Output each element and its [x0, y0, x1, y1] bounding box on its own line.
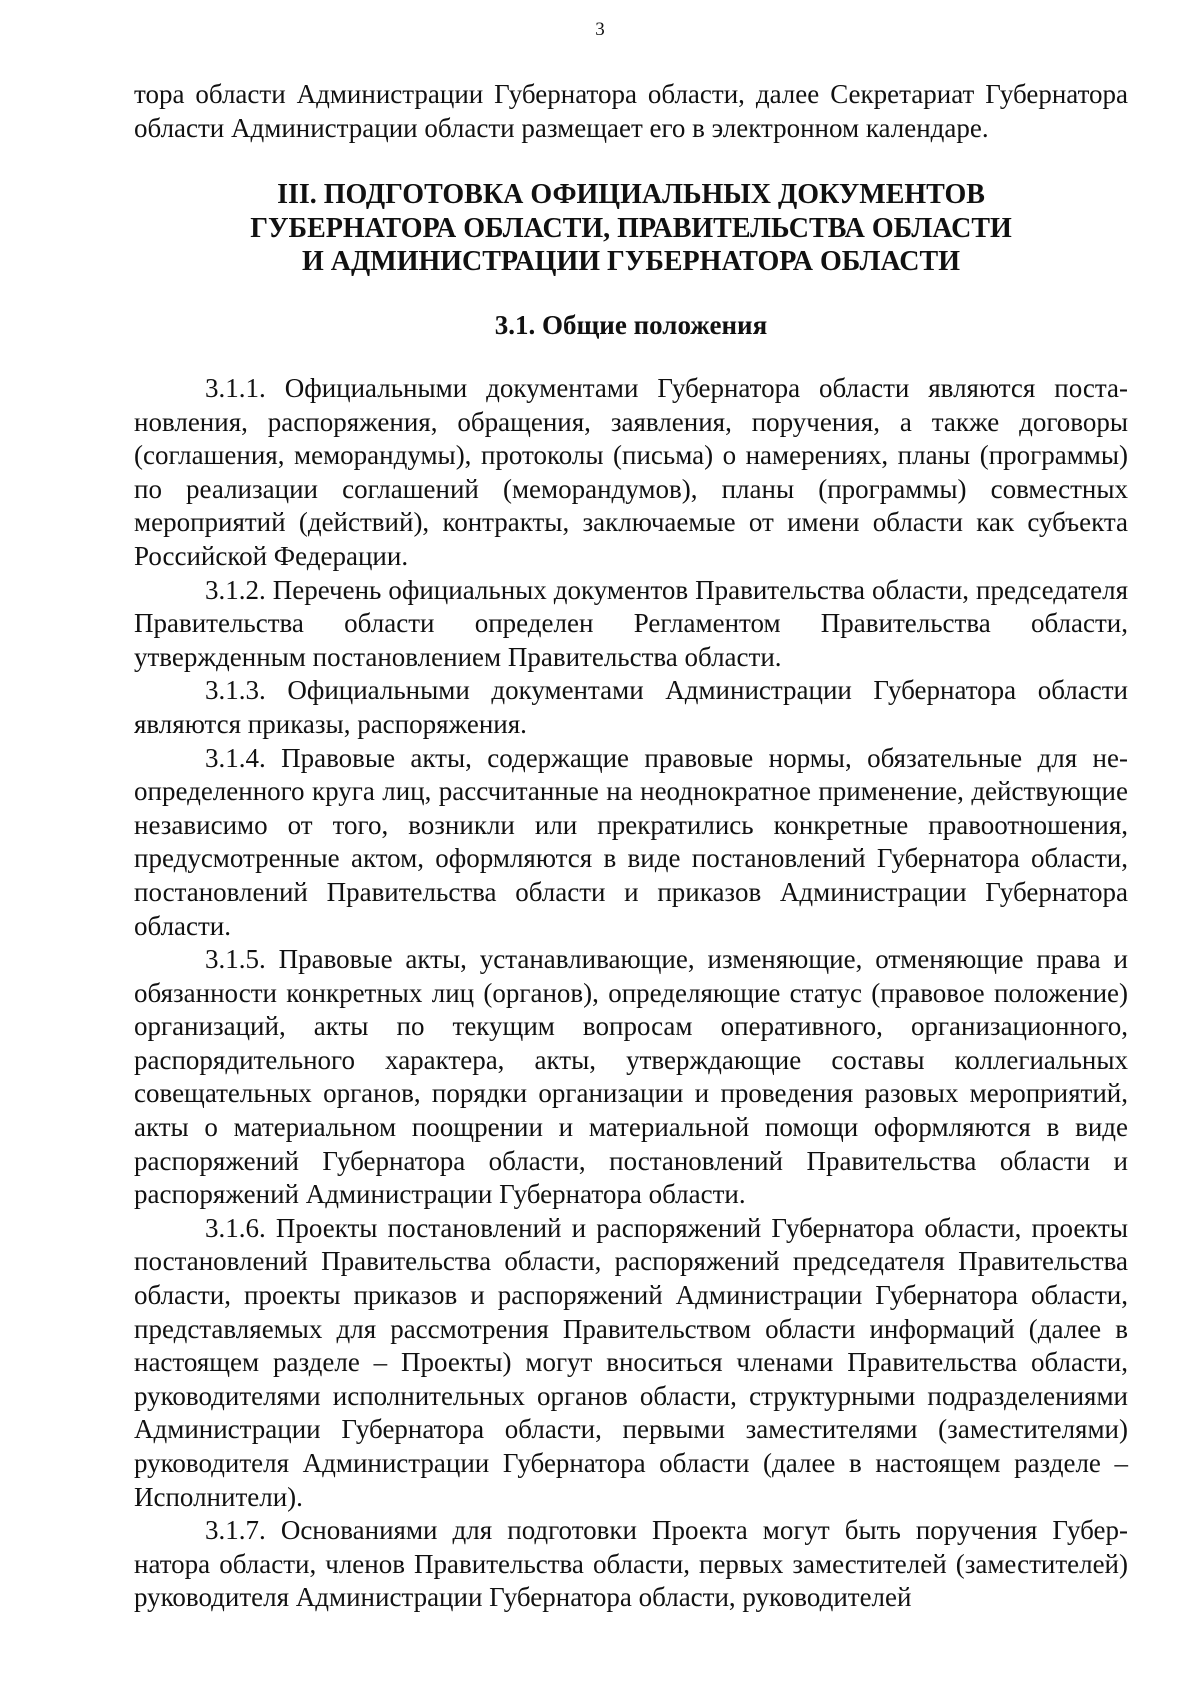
paragraph-3-1-3: 3.1.3. Официальными документами Администрации Губернатора области являются приказы, распоряжения. — [134, 675, 1128, 739]
paragraph-3-1-7: 3.1.7. Основаниями для подготовки Проекта могут быть поручения Губернатора области, членов Правительства области, первых заместителей (заместителей) руководителя Администрации Губернатора области, руководителей — [134, 1515, 1128, 1613]
section-heading-line: III. ПОДГОТОВКА ОФИЦИАЛЬНЫХ ДОКУМЕНТОВ — [277, 179, 985, 210]
paragraph-3-1-2: 3.1.2. Перечень официальных документов Правительства области, председателя Правительства области определен Регламентом Правительства области, утвержденным постановлением Правительства области. — [134, 574, 1128, 672]
paragraph-3-1-4: 3.1.4. Правовые акты, содержащие правовые нормы, обязательные для неопределенного круга лиц, рассчитанные на неоднократное применение, действующие независимо от того, возникли или прекратились конкретные правоотношения, предусмотренные актом, оформляются в виде постановлений Губернатора области, постановлений Правительства области и приказов Администрации Губернатора области. — [134, 742, 1128, 941]
section-heading-line: И АДМИНИСТРАЦИИ ГУБЕРНАТОРА ОБЛАСТИ — [302, 246, 960, 277]
paragraph-3-1-5: 3.1.5. Правовые акты, устанавливающие, изменяющие, отменяющие права и обязанности конкретных лиц (органов), определяющие статус (правовое положение) организаций, акты по текущим вопросам оперативного, организационного, распорядительного характера, акты, утверждающие составы коллегиальных совещательных органов, порядки организации и проведения разовых мероприятий, акты о материальном поощрении и материальной помощи оформляются в виде распоряжений Губернатора области, постановлений Правительства области и распоряжений Администрации Губернатора области. — [134, 944, 1128, 1210]
document-body — [134, 372, 1128, 1615]
subsection-heading: 3.1. Общие положения — [494, 310, 768, 340]
paragraph-3-1-6: 3.1.6. Проекты постановлений и распоряжений Губернатора области, проекты постановлений Правительства области, распоряжений председателя Правительства области, проекты приказов и распоряжений Администрации Губернатора области, представляемых для рассмотрения Правительством области информаций (далее в настоящем разделе – Проекты) могут вноситься членами Правительства области, руководителями исполнительных органов области, структурными подразделениями Администрации Губернатора области, первыми заместителями (заместителями) руководителя Администрации Губернатора области (далее в настоящем разделе – Исполнители). — [134, 1212, 1128, 1512]
section-heading — [134, 178, 1128, 279]
page-number: 3 — [595, 19, 605, 40]
section-heading-line: ГУБЕРНАТОРА ОБЛАСТИ, ПРАВИТЕЛЬСТВА ОБЛАСТИ — [250, 212, 1012, 244]
intro-paragraph: тора области Администрации Губернатора области, далее Секретариат Губернатора области Администрации области размещает его в электронном календаре. — [134, 79, 1128, 143]
paragraph-3-1-1: 3.1.1. Официальными документами Губернатора области являются постановления, распоряжения, обращения, заявления, поручения, а также договоры (соглашения, меморандумы), протоколы (письма) о намерениях, планы (программы) по реализации соглашений (меморандумов), планы (программы) совместных мероприятий (действий), контракты, заключаемые от имени области как субъекта Российской Федерации. — [134, 373, 1128, 571]
